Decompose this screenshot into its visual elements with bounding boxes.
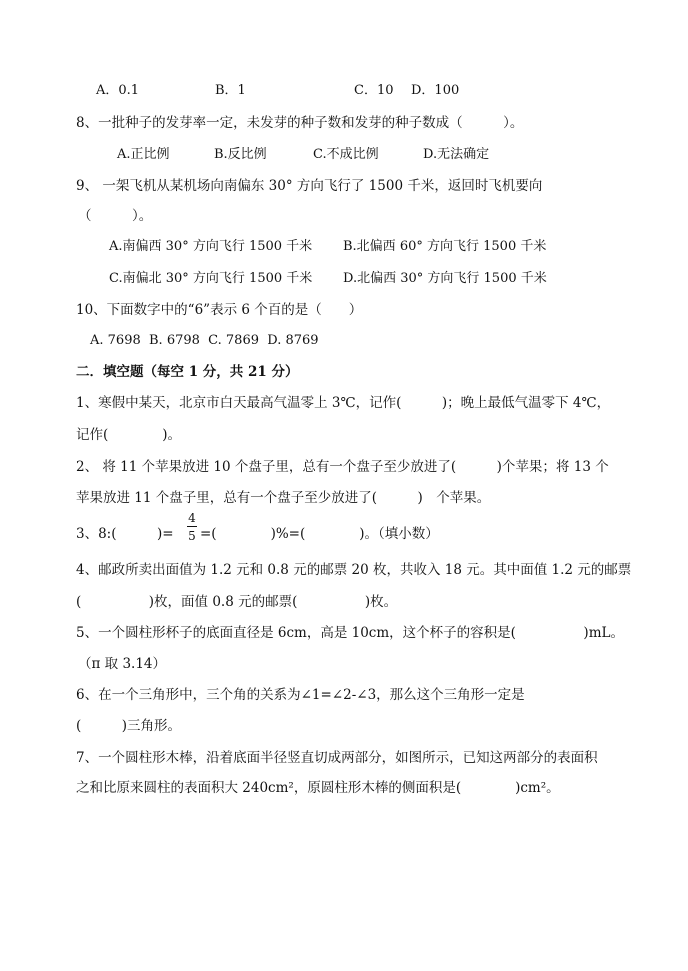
- question-8-stem: 8、一批种子的发芽率一定，未发芽的种子数和发芽的种子数成（ ）。: [76, 115, 524, 131]
- option-d: D．100: [411, 83, 460, 98]
- fraction-bar: [187, 526, 197, 527]
- q8-option-c: C.不成比例: [313, 147, 379, 162]
- question-9-blank: （ ）。: [78, 208, 153, 224]
- fill-q4-line2: ( )枚，面值 0.8 元的邮票( )枚。: [76, 594, 398, 610]
- q10-options: A. 7698 B. 6798 C. 7869 D. 8769: [90, 333, 319, 348]
- fill-q3-prefix: 3、8:( )=: [76, 526, 174, 542]
- question-9-stem: 9、 一架飞机从某机场向南偏东 30° 方向飞行了 1500 千米，返回时飞机要向: [76, 178, 543, 194]
- fill-q7-line1: 7、一个圆柱形木棒，沿着底面半径竖直切成两部分，如图所示，已知这两部分的表面积: [76, 750, 598, 766]
- fill-q5-line2: （π 取 3.14）: [78, 656, 167, 672]
- q8-option-a: A.正比例: [117, 147, 170, 162]
- option-b: B．1: [215, 83, 246, 98]
- q9-option-d: D.北偏西 30° 方向飞行 1500 千米: [343, 271, 547, 286]
- fill-q5-line1: 5、一个圆柱形杯子的底面直径是 6cm，高是 10cm，这个杯子的容积是( )mL。: [76, 625, 624, 641]
- fill-q1-line1: 1、寒假中某天，北京市白天最高气温零上 3℃，记作( )；晚上最低气温零下 4℃，: [76, 395, 611, 411]
- fill-q6-line2: ( )三角形。: [76, 718, 182, 734]
- fill-q2-line1: 2、 将 11 个苹果放进 10 个盘子里，总有一个盘子至少放进了( )个苹果；将 13 个: [76, 459, 609, 475]
- q8-option-b: B.反比例: [214, 147, 267, 162]
- q9-option-c: C.南偏北 30° 方向飞行 1500 千米: [109, 271, 313, 286]
- fill-q2-line2: 苹果放进 11 个盘子里，总有一个盘子至少放进了( ) 个苹果。: [76, 490, 491, 506]
- q9-option-a: A.南偏西 30° 方向飞行 1500 千米: [109, 239, 313, 254]
- fill-q4-line1: 4、邮政所卖出面值为 1.2 元和 0.8 元的邮票 20 枚，共收入 18 元。其中面值 1.2 元的邮票: [76, 562, 632, 578]
- fraction-denominator: 5: [188, 529, 196, 543]
- fill-q7-line2: 之和比原来圆柱的表面积大 240cm²，原圆柱形木棒的侧面积是( )cm²。: [76, 780, 560, 796]
- fill-q3-suffix: =( )%=( )。（填小数）: [200, 526, 439, 542]
- fraction-numerator: 4: [188, 511, 196, 525]
- option-c: C．10: [354, 83, 394, 98]
- q9-option-b: B.北偏西 60° 方向飞行 1500 千米: [343, 239, 547, 254]
- option-a: A．0.1: [96, 83, 140, 98]
- question-10-stem: 10、下面数字中的“6”表示 6 个百的是（ ）: [76, 302, 363, 318]
- q8-option-d: D.无法确定: [423, 147, 490, 162]
- fill-q1-line2: 记作( )。: [76, 427, 182, 443]
- fill-q6-line1: 6、在一个三角形中，三个角的关系为∠1=∠2-∠3，那么这个三角形一定是: [76, 687, 525, 703]
- section-2-title: 二．填空题（每空 1 分，共 21 分）: [76, 364, 299, 380]
